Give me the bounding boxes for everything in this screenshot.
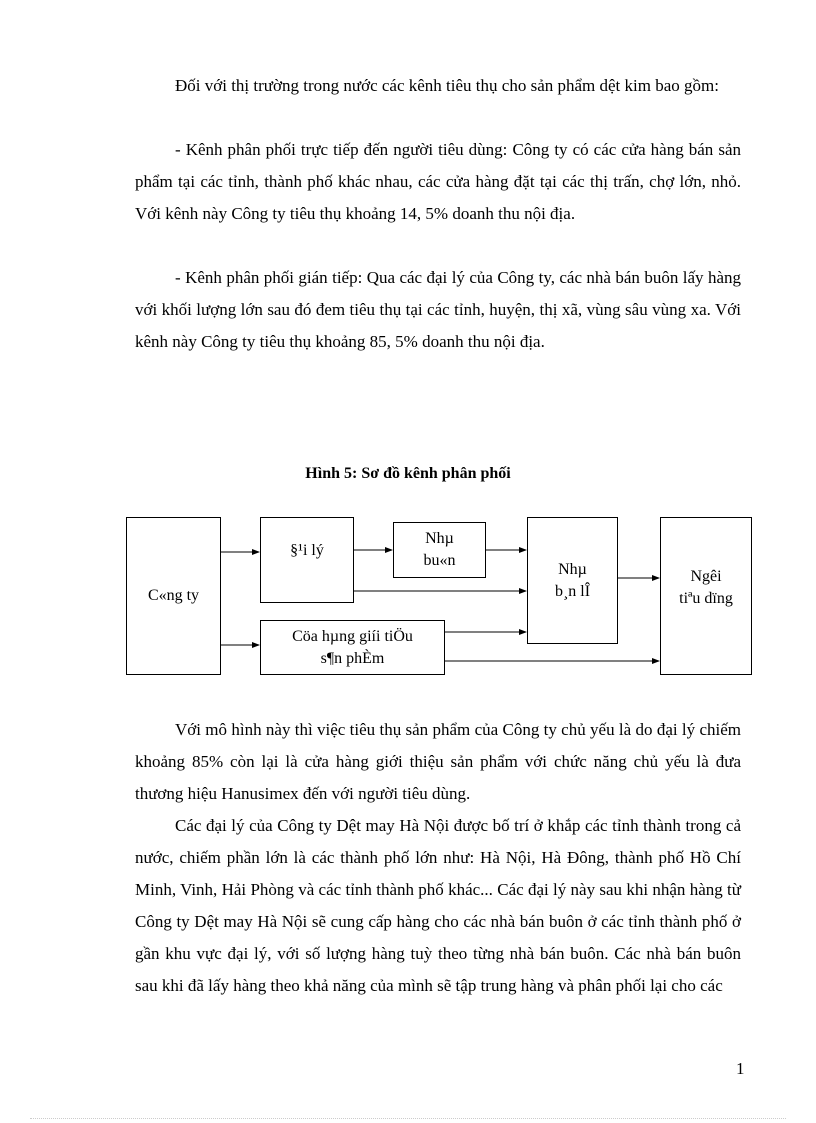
page-bottom-divider [30, 1118, 786, 1119]
box-retailer-line2: b¸n lÎ [554, 582, 591, 600]
paragraph-indirect-channel: - Kênh phân phối gián tiếp: Qua các đại lý của Công ty, các nhà bán buôn lấy hàng với khối lượng lớn sau đó đem tiêu thụ tại các tỉnh, huyện, thị xã, vùng sâu vùng xa. Với kênh này Công ty tiêu thụ khoảng 85, 5% doanh thu nội địa. [135, 268, 741, 351]
figure-caption: Hình 5: Sơ đồ kênh phân phối [305, 465, 511, 482]
box-store-line1: Cöa hµng giíi tiÖu [292, 627, 413, 645]
box-agent [260, 517, 354, 603]
box-consumer-line2: tiªu dïng [679, 590, 733, 607]
box-company-label: C«ng ty [147, 587, 200, 604]
paragraph-model-summary: Với mô hình này thì việc tiêu thụ sản phẩm của Công ty chủ yếu là do đại lý chiếm khoảng 85% còn lại là cửa hàng giới thiệu sản phẩm với chức năng chủ yếu là đưa thương hiệu Hanusimex đến với người tiêu dùng. [135, 720, 741, 803]
box-company [126, 517, 221, 675]
box-store-line2: s¶n phÈm [320, 649, 385, 667]
box-consumer [660, 517, 752, 675]
box-wholesaler [393, 522, 486, 578]
paragraph-agent-network: Các đại lý của Công ty Dệt may Hà Nội được bố trí ở khắp các tỉnh thành trong cả nước, chiếm phần lớn là các thành phố lớn như: Hà Nội, Hà Đông, thành phố Hồ Chí Minh, Vinh, Hải Phòng và các tỉnh thành phố khác... Các đại lý này sau khi nhận hàng từ Công ty Dệt may Hà Nội sẽ cung cấp hàng cho các nhà bán buôn ở các tỉnh thành phố ở gần khu vực đại lý, với số lượng hàng tuỳ theo từng nhà bán buôn. Các nhà bán buôn sau khi đã lấy hàng theo khả năng của mình sẽ tập trung hàng và phân phối lại cho các [135, 816, 741, 995]
box-store [260, 620, 445, 675]
paragraph-direct-channel: - Kênh phân phối trực tiếp đến người tiêu dùng: Công ty có các cửa hàng bán sản phẩm tại các tỉnh, thành phố khác nhau, các cửa hàng đặt tại các thị trấn, chợ lớn, nhỏ. Với kênh này Công ty tiêu thụ khoảng 14, 5% doanh thu nội địa. [135, 140, 741, 223]
box-wholesaler-line1: Nhµ [425, 530, 454, 547]
box-retailer [527, 517, 618, 644]
box-wholesaler-line2: bu«n [423, 552, 456, 569]
paragraph-intro: Đối với thị trường trong nước các kênh tiêu thụ cho sản phẩm dệt kim bao gồm: [175, 76, 719, 95]
box-consumer-line1: Ngêi [690, 568, 722, 585]
box-retailer-line1: Nhµ [558, 560, 587, 578]
page-number: 1 [736, 1059, 745, 1078]
box-agent-label: §¹i lý [290, 542, 324, 559]
